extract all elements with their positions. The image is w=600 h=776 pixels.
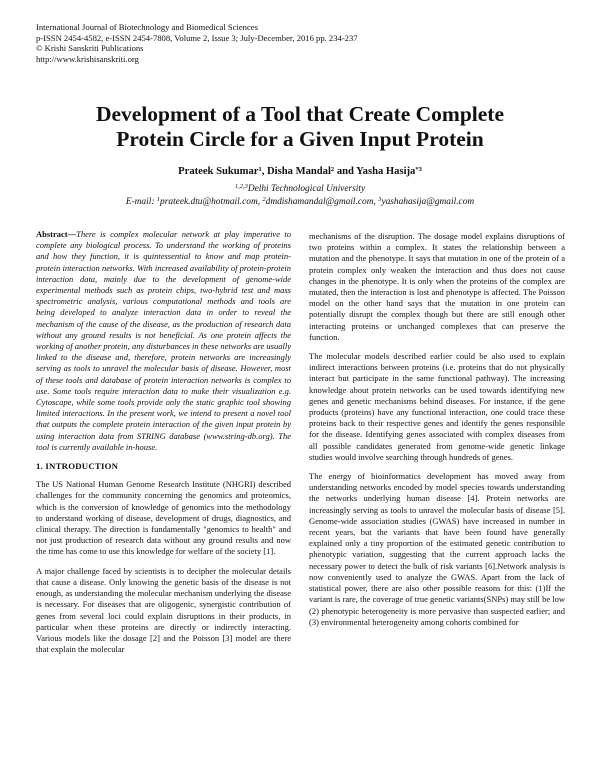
journal-publisher: © Krishi Sanskriti Publications xyxy=(36,43,144,54)
journal-url[interactable]: http://www.krishisanskriti.org xyxy=(36,53,139,64)
author-1: Prateek Sukumar xyxy=(178,166,259,177)
email-label: E-mail: xyxy=(125,197,155,207)
email-2[interactable]: dmdishamandal@gmail.com, xyxy=(265,197,376,207)
email-2-mark: 2 xyxy=(262,196,266,203)
abstract-text: There is complex molecular network at play imperative to complete any biological process. To understand the working of proteins and how they function, it is quintessential to know and map protein-protein interaction networks. With increased availability of protein-protein interaction data, mainly due to the development of genome-wide experimental methods such as protein chips, two-hybrid test and mass spectrometric analysis, various computational methods and tools are being developed to analyze interaction data in order to reveal the mechanism of the cause of the disease, as the production of research data without any ground results is not beneficial. As one protein affects the working of another protein, any disturbances in these networks are usually linked to the disease and, therefore, protein networks are increasingly serving as tools to unravel the molecular basis of disease. However, most of these tools and database of protein interaction networks is complex to use. Some tools require interaction data to make their visualization e.g. Cytoscape, while some tools provide only the static graphic tool showing limited interactions. In the present work, we intend to present a novel tool that outputs the complete protein interaction of the given input protein by using interaction data from STRING database (www.string-db.org). The tool is currently available in-house. xyxy=(36,229,291,452)
author-1-mark: 1 xyxy=(258,166,262,173)
journal-issn: p-ISSN 2454-4582, e-ISSN 2454-7808, Volume 2, Issue 3; July-December, 2016 pp. 234-237 xyxy=(36,32,358,43)
body-paragraph-1: mechanisms of the disruption. The dosage model explains disruptions of two proteins within a complex. It states the relationship between a mutation and the phenotype. It says that mutation in one of the protein of a protein complex only weaken the interaction and thus does not cause changes in the phenotype. It is only when the proteins of the complex are mutated, then the interaction is lost and phenotype is affected. The Poisson model on the other hand says that the mutation in one protein can potentially disrupt the complex though but there are still enough other interacting proteins or unchanged complexes that can preserve the function. xyxy=(309,231,565,342)
email-3[interactable]: yashahasija@gmail.com xyxy=(381,197,475,207)
left-column xyxy=(36,229,291,663)
journal-name: International Journal of Biotechnology and Biomedical Sciences xyxy=(36,22,258,32)
email-3-mark: 3 xyxy=(378,196,382,203)
body-paragraph-3: The energy of bioinformatics development has moved away from understanding networks encoded by model species towards understanding the networks underlying human disease [4]. Protein networks are increasingly serving as tools to unravel the molecular basis of disease [5]. Genome-wide association studies (GWAS) have increased in number in recent years, but the variants that have been found have generally explained only a tiny proportion of the estimated genetic contribution to phenotypic variation, suggesting that the current approach lacks the necessary power to detect the bulk of risk variants [6].Network analysis is now conveniently used to analyze the GWAS. Apart from the lack of statistical power, there are also other possible reasons for this: (1)If the variant is rare, the coverage of true genetic variants(SNPs) may still be low (2) phenotypic heterogeneity is more pervasive than suspected earlier; and (3) environmental heterogeneity among cohorts combined for xyxy=(309,471,565,627)
right-column xyxy=(309,231,565,636)
paper-title xyxy=(40,102,560,152)
intro-paragraph-1: The US National Human Genome Research Institute (NHGRI) described challenges for the community concerning the genomics and proteomics, which is the conversion of knowledge of genomics into the methodology to understand working of disease, development of drugs, diagnostics, and clinical therapy. The direction is fundamentally "genomics to health" and not just production of research data without any ground results and now the time has come to use this knowledge for welfare of the society [1]. xyxy=(36,479,291,557)
title-line-1: Development of a Tool that Create Complete xyxy=(95,102,505,126)
email-1[interactable]: prateek.dtu@hotmail.com, xyxy=(160,197,261,207)
abstract-label: Abstract— xyxy=(36,229,77,239)
intro-paragraph-2: A major challenge faced by scientists is to decipher the molecular details that cause a disease. Only knowing the genetic basis of the disease is not enough, as understanding the molecular mechanism underlying the disease is necessary. For diseases that are oligogenic, synergistic contribution of genes from several loci could explain disruptions in their products, in particular when these proteins are directly or indirectly interacting. Various models like the dosage [2] and the Poisson [3] model are there that explain the molecular xyxy=(36,565,291,655)
affiliation-mark: 1,2,3 xyxy=(234,183,248,190)
journal-header xyxy=(36,22,358,64)
author-3-mark: *3 xyxy=(415,166,422,173)
author-2: Disha Mandal xyxy=(267,166,331,177)
body-paragraph-2: The molecular models described earlier could be also used to explain indirect interactions between proteins (i.e. proteins that do not physically interact but participate in the same functional pathway). The increasing knowledge about protein networks can be used towards identifying new genes and genetic mechanisms behind diseases. For instance, if the gene products (proteins) have any functional interaction, one could trace these proteins back to their respective genes and identify the genes responsible for the disease. Identifying genes associated with complex diseases from all possible candidates generated from genome-wide genetic linkage studies would involve searching through hundreds of genes. xyxy=(309,351,565,462)
affiliation-name: Delhi Technological University xyxy=(247,184,366,194)
author-list: Prateek Sukumar$^1$, Disha Mandal$^2$ and Yasha Hasija$^{*3}$ xyxy=(178,166,422,177)
author-3: Yasha Hasija xyxy=(356,166,416,177)
author-2-mark: 2 xyxy=(330,166,335,173)
author-emails xyxy=(40,197,560,208)
author-conjunction: and xyxy=(336,166,354,177)
affiliation xyxy=(40,184,560,195)
email-1-mark: 1 xyxy=(156,196,161,203)
section-heading-introduction: 1. INTRODUCTION xyxy=(36,461,119,472)
title-line-2: Protein Circle for a Given Input Protein xyxy=(116,127,484,151)
abstract xyxy=(36,229,291,453)
